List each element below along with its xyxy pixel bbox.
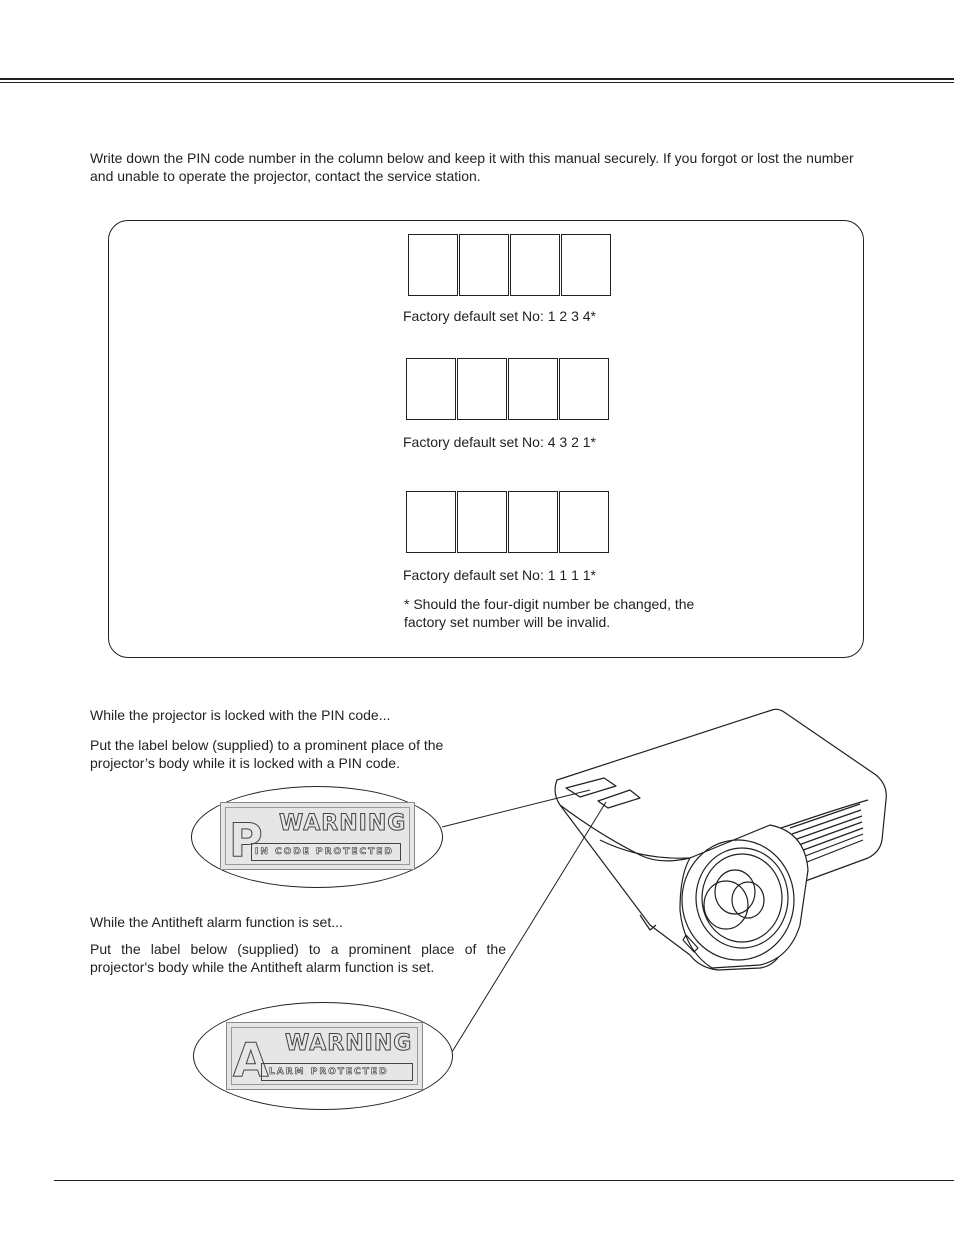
alarm-label-subtext: LARM PROTECTED (269, 1067, 389, 1077)
footnote-line-1: * Should the four-digit number be changed, the (404, 596, 695, 612)
pin-lock-heading: While the projector is locked with the PIN code... (90, 707, 391, 723)
pin-label-subtext: IN CODE PROTECTED (255, 847, 394, 857)
antitheft-heading: While the Antitheft alarm function is set... (90, 914, 343, 930)
antitheft-instruction-1: Put the label below (supplied) to a prominent place of the (90, 941, 506, 957)
antitheft-instruction-2: projector's body while the Antitheft alarm function is set. (90, 959, 435, 975)
factory-default-text-1: Factory default set No: 1 2 3 4* (403, 308, 596, 324)
pin-lock-instruction-1: Put the label below (supplied) to a prominent place of the (90, 737, 444, 753)
footnote-line-2: factory set number will be invalid. (404, 614, 611, 630)
alarm-label-warning-word: WARNING (285, 1031, 413, 1056)
alarm-label-letter: A (233, 1033, 269, 1087)
pin-lock-instruction-2: projector’s body while it is locked with a PIN code. (90, 755, 400, 771)
pin-label-warning-word: WARNING (279, 811, 407, 836)
footer-rule (54, 1180, 954, 1181)
alarm-warning-label (226, 1022, 423, 1090)
pin-warning-label (220, 802, 415, 870)
pin-label-letter: P (229, 813, 263, 867)
factory-default-text-2: Factory default set No: 4 3 2 1* (403, 434, 596, 450)
factory-default-text-3: Factory default set No: 1 1 1 1* (403, 567, 596, 583)
intro-paragraph: Write down the PIN code number in the column below and keep it with this manual securely. If you forgot or lost the number and unable to operate the projector, contact the service station. (90, 150, 854, 184)
